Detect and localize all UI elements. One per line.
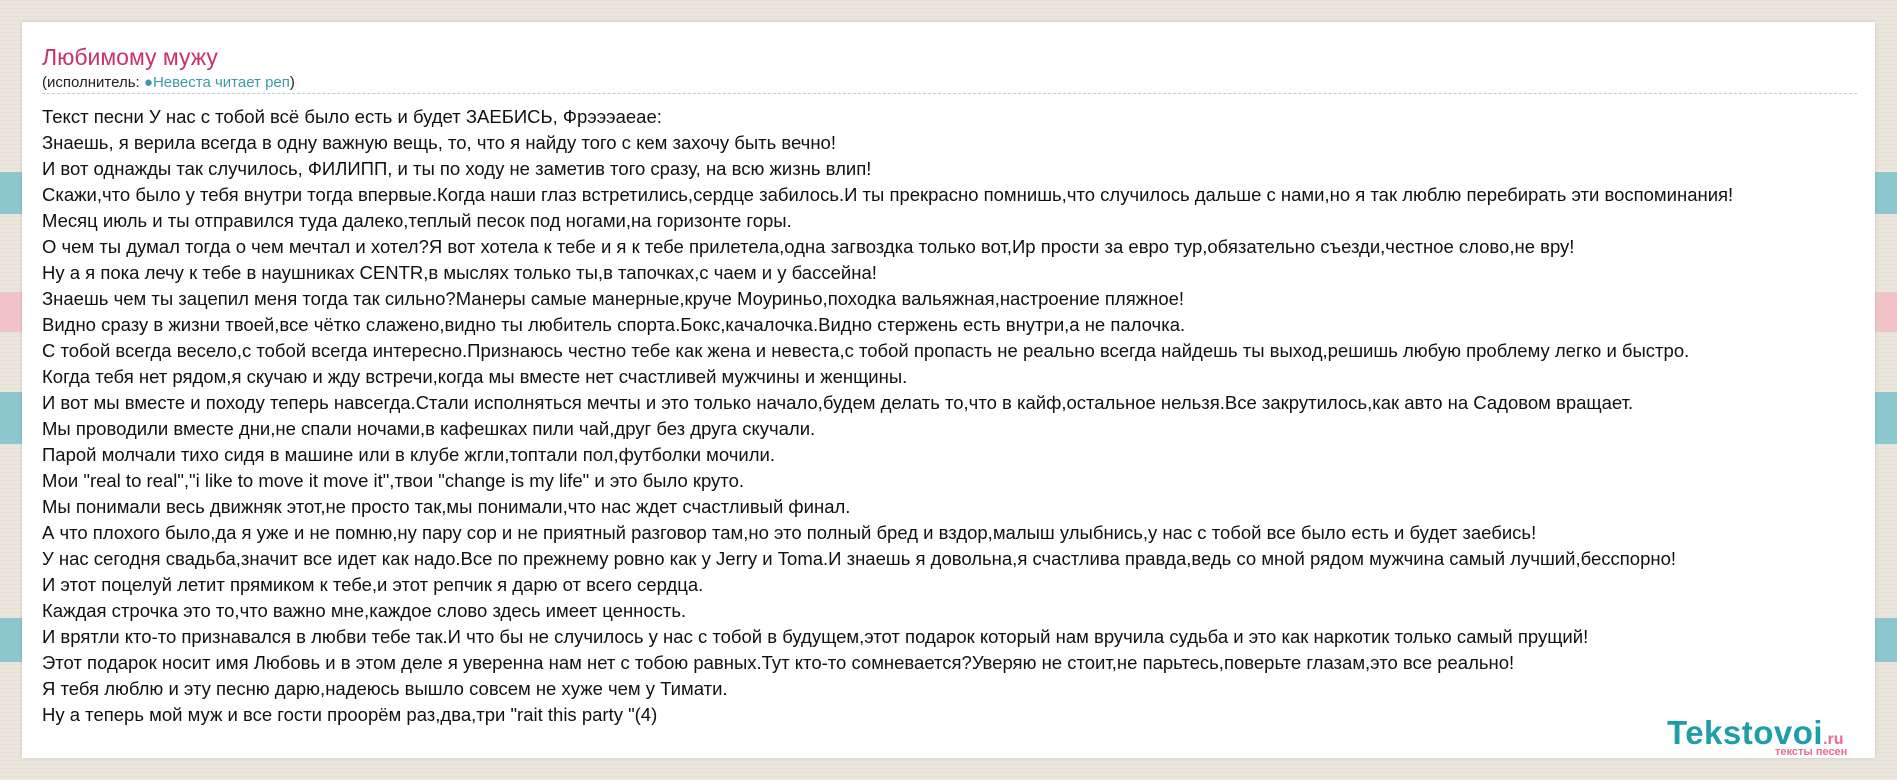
lyrics-text xyxy=(42,104,1733,728)
lyrics-line: Знаешь, я верила всегда в одну важную вещь, то, что я найду того с кем захочу быть вечно! xyxy=(42,132,836,153)
lyrics-line: И вот мы вместе и походу теперь навсегда.Стали исполняться мечты и это только начало,будем делать то,что в кайф,остальное нельзя.Все закрутилось,как авто на Садовом вращает. xyxy=(42,392,1634,413)
lyrics-card xyxy=(22,22,1875,758)
artist-link[interactable]: Невеста читает реп xyxy=(152,74,290,91)
lyrics-line: И врятли кто-то признавался в любви тебе так.И что бы не случилось у нас с тобой в будущем,этот подарок который нам вручила судьба и это как наркотик только самый прущий! xyxy=(42,626,1589,647)
lyrics-line: Мы проводили вместе дни,не спали ночами,в кафешках пили чай,друг без друга скучали. xyxy=(42,418,816,439)
lyrics-line: Месяц июль и ты отправился туда далеко,теплый песок под ногами,на горизонте горы. xyxy=(42,210,792,231)
lyrics-line: О чем ты думал тогда о чем мечтал и хотел?Я вот хотела к тебе и я к тебе прилетела,одна загвоздка только вот,Ир прости за евро тур,обязательно съезди,честное слово,не вру! xyxy=(42,236,1575,257)
lyrics-line: Текст песни У нас с тобой всё было есть и будет ЗАЕБИСЬ, Фрэээаеае: xyxy=(42,106,662,127)
artist-bullet: ● xyxy=(143,74,153,91)
lyrics-line: Каждая строчка это то,что важно мне,каждое слово здесь имеет ценность. xyxy=(42,600,687,621)
lyrics-line: Знаешь чем ты зацепил меня тогда так сильно?Манеры самые манерные,круче Моуриньо,походка вальяжная,настроение пляжное! xyxy=(42,288,1185,309)
lyrics-line: Когда тебя нет рядом,я скучаю и жду встречи,когда мы вместе нет счастливей мужчины и женщины. xyxy=(42,366,908,387)
lyrics-line: Парой молчали тихо сидя в машине или в клубе жгли,топтали пол,футболки мочили. xyxy=(42,444,776,465)
logo-domain: .ru xyxy=(1823,731,1844,748)
lyrics-line: И этот поцелуй летит прямиком к тебе,и этот репчик я дарю от всего сердца. xyxy=(42,574,704,595)
lyrics-line: У нас сегодня свадьба,значит все идет как надо.Все по прежнему ровно как у Jerry и Toma.И знаешь я довольна,я счастлива правда,ведь со мной рядом мужчина самый лучший,бесспорно! xyxy=(42,548,1677,569)
logo-tagline: тексты песен xyxy=(1775,746,1848,758)
site-logo[interactable] xyxy=(1667,714,1848,758)
lyrics-line: Я тебя люблю и эту песню дарю,надеюсь вышло совсем не хуже чем у Тимати. xyxy=(42,678,728,699)
divider xyxy=(42,93,1857,94)
song-title: Любимому мужу xyxy=(42,44,218,70)
performer-prefix: (исполнитель: xyxy=(42,74,144,91)
lyrics-line: С тобой всегда весело,с тобой всегда интересно.Признаюсь честно тебе как жена и невеста,с тобой пропасть не реально всегда найдешь ты выход,решишь любую проблему легко и быстро. xyxy=(42,340,1690,361)
performer-line xyxy=(42,74,295,91)
lyrics-line: Мои "real to real","i like to move it move it",твои "change is my life" и это было круто. xyxy=(42,470,745,491)
performer-suffix: ) xyxy=(289,74,295,91)
lyrics-line: Ну а я пока лечу к тебе в наушниках CENTR,в мыслях только ты,в тапочках,с чаем и у бассейна! xyxy=(42,262,877,283)
lyrics-line: Мы понимали весь движняк этот,не просто так,мы понимали,что нас ждет счастливый финал. xyxy=(42,496,851,517)
logo-main: Tekstovoi xyxy=(1667,714,1824,751)
lyrics-line: Ну а теперь мой муж и все гости проорём раз,два,три "rait this party "(4) xyxy=(42,704,658,725)
lyrics-line: Этот подарок носит имя Любовь и в этом деле я уверенна нам нет с тобою равных.Тут кто-то сомневается?Уверяю не стоит,не парьтесь,поверьте глазам,это все реально! xyxy=(42,652,1515,673)
lyrics-line: И вот однажды так случилось, ФИЛИПП, и ты по ходу не заметив того сразу, на всю жизнь влип! xyxy=(42,158,872,179)
lyrics-line: Скажи,что было у тебя внутри тогда впервые.Когда наши глаз встретились,сердце забилось.И ты прекрасно помнишь,что случилось дальше с нами,но я так люблю перебирать эти воспоминания! xyxy=(42,184,1734,205)
lyrics-line: А что плохого было,да я уже и не помню,ну пару сор и не приятный разговор там,но это полный бред и вздор,малыш улыбнись,у нас с тобой все было есть и будет заебись! xyxy=(42,522,1537,543)
lyrics-line: Видно сразу в жизни твоей,все чётко слажено,видно ты любитель спорта.Бокс,качалочка.Видно стержень есть внутри,а не палочка. xyxy=(42,314,1186,335)
